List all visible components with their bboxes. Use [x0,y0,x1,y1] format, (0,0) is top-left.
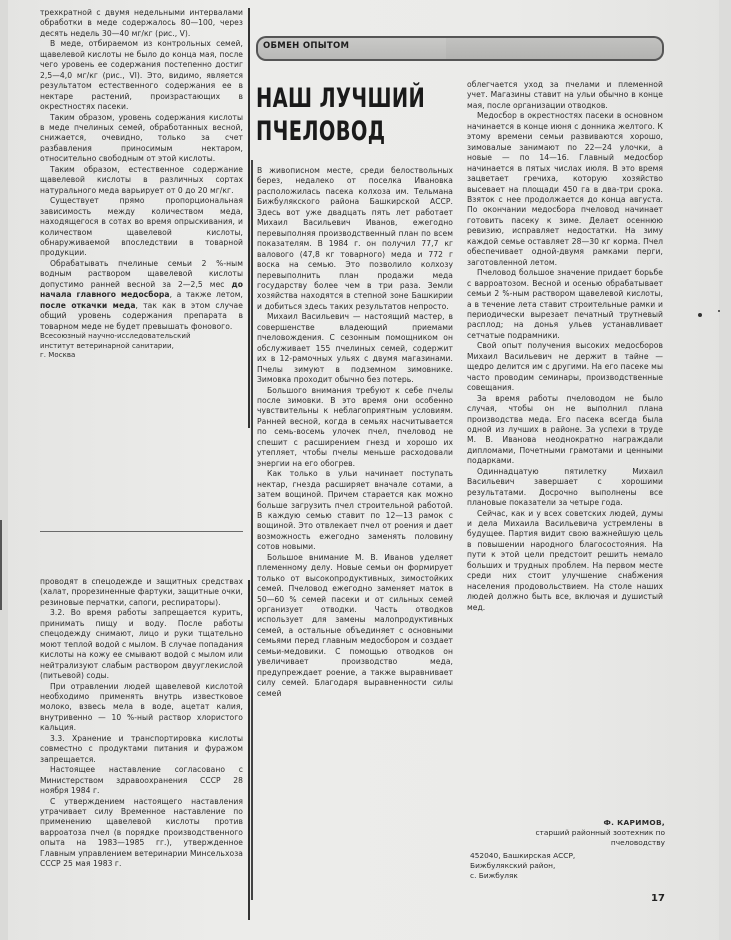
affiliation [40,332,243,361]
paragraph: Таким образом, естественное содержание щавелевой кислоты в различных сортах натурального меда варьирует от 0 до 20 мг/кг. [40,164,243,195]
paragraph: Михаил Васильевич — настоящий мастер, в совершенстве владеющий приемами пчеловождения. С сезонным помощником он обслуживает 155 пчелиных семей, содержит их в 12-рамочных ульях с двумя магазинами. Пчелы зимуют в подземном зимовнике. Зимовка проходит обычно без потерь. [257,312,453,385]
article-headline [256,82,425,148]
text-run: Обрабатывать пчелиные семьи 2 %-ным водным раствором щавелевой кислоты допустимо ранней весной за 2—2,5 мес [40,258,243,289]
headline-line-2: ПЧЕЛОВОД [256,116,386,147]
author-title: пчеловодству [610,838,665,847]
paragraph: Сейчас, как и у всех советских людей, думы и дела Михаила Васильевича устремлены в будущее. Партия видит свою важнейшую цель в повышении народного благосостояния. На пути к этой цели предстоит решить немало больших и трудных проблем. На первом месте среди них стоит улучшение снабжения населения продовольствием. На столе наших людей должно быть все, включая и душистый мед. [467,508,663,612]
paragraph: проводят в спецодежде и защитных средствах (халат, прорезиненные фартуки, защитные очки, резиновые перчатки, сапоги, респираторы). [40,577,243,607]
middle-column [257,166,453,699]
headline-line-1: НАШ ЛУЧШИЙ [256,83,426,114]
paragraph: облегчается уход за пчелами и племенной учет. Магазины ставит на ульи обычно в конце мая, после организации отводков. [467,80,663,110]
bold-text-run: после откачки меда [40,300,136,310]
paragraph: С утверждением настоящего наставления утрачивает силу Временное наставление по применению щавелевой кислоты против варроатоза пчел (в порядке производственного опыта на 1983—1985 гг.), утвержденное Главным управлением ветеринарии Минсельхоза СССР 25 мая 1983 г. [40,796,243,869]
page-left-edge-shadow [0,0,8,940]
author-signature [470,818,665,881]
paragraph: трехкратной с двумя недельными интервалами обработки в меде содержалось 80—100, через десять недель 30—40 мг/кг (рис., V). [40,8,243,38]
section-banner-right [446,36,664,61]
paragraph-recommendation [40,259,243,332]
author-address: Бижбулякский район, [470,861,556,870]
paragraph: Большое внимание М. В. Иванов уделяет племенному делу. Новые семьи он формирует только от высокопродуктивных, зимостойких семей. Пчеловод ежегодно заменяет маток в 50—60 % семей пасеки и от сильных семей организует отводки. Часть отводков использует для замены малопродуктивных семей, а остальные объединяет с основными семьями перед главным медосбором и создает семьи-медовики. С помощью отводков он увеличивает производство меда, предупреждает роение, а также выравнивает силу семей. Благодаря выравненности силы семей [257,552,453,698]
page-number: 17 [651,893,665,904]
paragraph: Большого внимания требуют к себе пчелы после зимовки. В это время они особенно чувствительны к неблагоприятным условиям. Ранней весной, когда в семьях насчитывается по семь-восемь улочек пчел, пчеловод не спешит с расширением гнезд и хорошо их утепляет, чтобы пчелы меньше расходовали энергии на его обогрев. [257,385,453,468]
paragraph: Пчеловод большое значение придает борьбе с варроатозом. Весной и осенью обрабатывает семьи 2 %-ным раствором щавелевой кислоты, а в течение лета ставит строительные рамки и периодически вырезает печатный трутневый расплод; на донья ульев устанавливает сетчатые подрамники. [467,268,663,340]
section-label: ОБМЕН ОПЫТОМ [263,41,350,51]
author-address: с. Бижбуляк [470,871,518,880]
text-run: , так как в этом случае общий уровень содержания препарата в товарном меде не будет превышать фонового. [40,300,243,331]
paragraph: За время работы пчеловодом не было случая, чтобы он не выполнил плана производства меда. Его пасека всегда была одной из лучших в районе. За успехи в труде М. В. Иванова неоднократно награждали дипломами, Почетными грамотами и ценными подарками. [467,393,663,466]
paragraph: Существует прямо пропорциональная зависимость между количеством меда, находящегося в сотах во время опрыскивания, и количеством щавелевой кислоты, обнаруживаемой впоследствии в товарной продукции. [40,196,243,258]
horizontal-separator [40,531,243,532]
author-title: старший районный зоотехник по [535,828,665,837]
right-column [467,80,663,613]
column-divider-left-top [248,8,250,428]
left-column-top [40,8,243,361]
paragraph: При отравлении людей щавелевой кислотой необходимо применять внутрь известковое молоко, взвесь мела в воде, ацетат калия, внутривенно — 10 %-ный раствор хлористого кальция. [40,681,243,733]
column-divider-left-bottom [248,580,250,920]
text-run: , а также летом, [169,290,244,300]
paragraph: 3.3. Хранение и транспортировка кислоты совместно с продуктами питания и фуражом запрещается. [40,733,243,764]
paragraph: Медосбор в окрестностях пасеки в основном начинается в конце июня с донника желтого. К этому времени семьи развиваются хорошо, зимовалые занимают по 22—24 улочки, а новые — по 14—16. Главный медосбор начинается в пятых числах июля. В это время зацветает гречиха, которую хозяйство высевает на площади 450 га в два-три срока. Взяток с нее продолжается до конца августа. По окончании медосбора пчеловод начинает готовить пасеку к зиме. Делает осеннюю ревизию, исправляет недостатки. На зиму каждой семье оставляет 28—30 кг корма. Пчел обеспечивает одной-двумя рамками перги, заготовленной летом. [467,111,663,267]
paragraph: Свой опыт получения высоких медосборов Михаил Васильевич не держит в тайне — щедро делится им с другими. На его пасеке мы часто проводим семинары, производственные совещания. [467,341,663,393]
left-column-bottom [40,577,243,870]
print-speck [718,310,720,312]
page-right-edge-shadow [719,0,731,940]
column-divider-middle [251,160,253,900]
paragraph: 3.2. Во время работы запрещается курить, принимать пищу и воду. После работы спецодежду снимают, лицо и руки тщательно моют теплой водой с мылом. В случае попадания кислоты на кожу ее смывают водой с мылом или нейтрализуют слабым раствором двууглекислой (питьевой) соды. [40,608,243,681]
affiliation-line: Всесоюзный научно-исследовательский [40,332,191,341]
column-divider-left-page-edge [0,520,2,610]
paragraph: В живописном месте, среди белоствольных берез, недалеко от поселка Ивановка расположилась пасека колхоза им. Тельмана Бижбулякского района Башкирской АССР. Здесь вот уже двадцать пять лет работает Михаил Васильевич Иванов, ежегодно перевыполняя производственный план по всем показателям. В 1984 г. он получил 77,7 кг валового (47,8 кг товарного) меда и 772 г воска на семью. Это позволило колхозу перевыполнить план продажи меда государству более чем в три раза. Земли хозяйства находятся в степной зоне Башкирии и добиться здесь таких результатов непросто. [257,166,453,311]
bold-text-run: до начала главного медосбора [40,279,243,300]
affiliation-line: институт ветеринарной санитарии, [40,341,174,350]
paragraph: В меде, отбираемом из контрольных семей, щавелевой кислоты не было до конца мая, после чего уровень ее содержания постепенно достиг 2,5—4,0 мг/кг (рис., VI). Это, видимо, является результатом естественного содержания ее в нектаре растений, произрастающих в окрестностях пасеки. [40,39,243,112]
author-address: 452040, Башкирская АССР, [470,851,576,860]
paragraph: Настоящее наставление согласовано с Министерством здравоохранения СССР 28 ноября 1984 г. [40,765,243,796]
affiliation-line: г. Москва [40,351,76,360]
paragraph: Одиннадцатую пятилетку Михаил Васильевич завершает с хорошими результатами. Досрочно выполнены все плановые показатели за четыре года. [467,466,663,508]
paragraph: Таким образом, уровень содержания кислоты в меде пчелиных семей, обработанных весной, снижается, очевидно, только за счет разбавления приносимым нектаром, относительно свободным от этой кислоты. [40,112,243,164]
paragraph: Как только в ульи начинает поступать нектар, гнезда расширяет вначале сотами, а затем вощиной. Причем старается как можно больше загрузить пчел строительной работой. В каждую семью ставит по 12—13 рамок с вощиной. Это отвлекает пчел от роения и дает возможность ежегодно заменять половину сотов новыми. [257,469,453,552]
author-name: Ф. КАРИМОВ, [603,818,665,827]
print-speck [698,313,702,317]
